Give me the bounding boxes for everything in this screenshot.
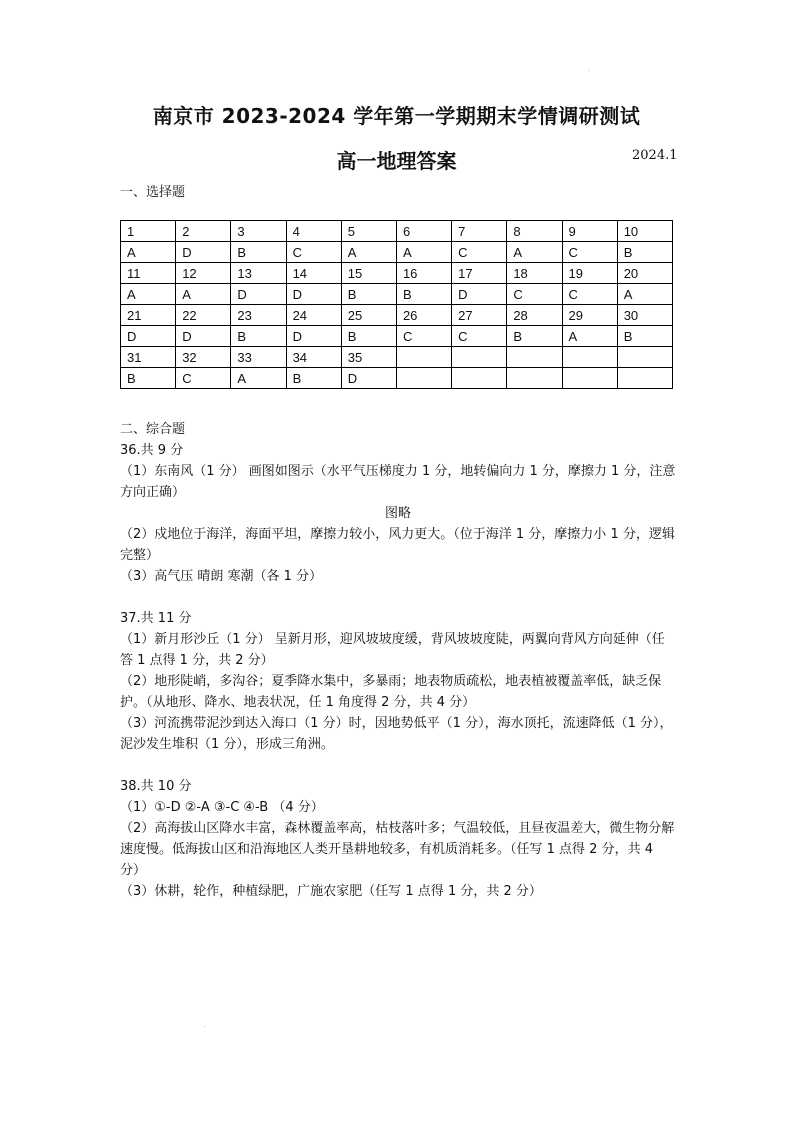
question-number-row (121, 263, 673, 284)
answer-cell (507, 368, 562, 389)
answer-cell: D (176, 326, 231, 347)
q38-part1: （1）①-D ②-A ③-C ④-B （4 分） (120, 800, 324, 815)
question-number-cell (507, 347, 562, 368)
q36-figure-note: 图略 (384, 506, 411, 521)
question-number-cell (396, 347, 451, 368)
answer-cell: A (121, 242, 176, 263)
answer-cell (562, 368, 617, 389)
q36-title: 36.共 9 分 (120, 443, 184, 458)
question-number-cell: 22 (176, 305, 231, 326)
scan-dot: . (588, 66, 590, 73)
question-number-cell: 20 (617, 263, 672, 284)
answer-cell: B (121, 368, 176, 389)
question-number-cell: 14 (286, 263, 341, 284)
question-number-cell: 3 (231, 221, 286, 242)
answer-cell: C (452, 242, 507, 263)
answer-cell: B (396, 284, 451, 305)
question-number-row (121, 221, 673, 242)
answer-cell: B (341, 284, 396, 305)
answer-cell: D (121, 326, 176, 347)
section-comprehensive-heading: 二、综合题 (120, 422, 186, 437)
question-number-cell: 21 (121, 305, 176, 326)
question-number-cell: 9 (562, 221, 617, 242)
q36-part3: （3）高气压 晴朗 寒潮（各 1 分） (120, 569, 323, 584)
answer-cell: B (507, 326, 562, 347)
exam-date: 2024.1 (632, 148, 678, 163)
answer-cell: B (617, 326, 672, 347)
answer-cell: D (286, 284, 341, 305)
answer-cell: C (562, 284, 617, 305)
answer-cell: A (617, 284, 672, 305)
question-number-cell: 26 (396, 305, 451, 326)
question-number-cell (617, 347, 672, 368)
question-number-cell: 35 (341, 347, 396, 368)
answer-row (121, 242, 673, 263)
answer-cell: B (617, 242, 672, 263)
q38-title: 38.共 10 分 (120, 779, 192, 794)
answer-row (121, 368, 673, 389)
question-number-cell: 27 (452, 305, 507, 326)
question-number-cell: 28 (507, 305, 562, 326)
answer-cell: C (507, 284, 562, 305)
question-number-cell: 11 (121, 263, 176, 284)
answer-cell (452, 368, 507, 389)
q37-title: 37.共 11 分 (120, 611, 192, 626)
answer-cell: A (231, 368, 286, 389)
answer-cell: C (452, 326, 507, 347)
answer-cell: D (231, 284, 286, 305)
question-number-cell (452, 347, 507, 368)
question-number-cell: 29 (562, 305, 617, 326)
answer-cell: A (507, 242, 562, 263)
page-subtitle: 高一地理答案 (336, 149, 457, 173)
scan-dot: . (204, 1022, 206, 1029)
question-number-row (121, 347, 673, 368)
question-number-cell: 24 (286, 305, 341, 326)
question-number-cell: 2 (176, 221, 231, 242)
answer-row (121, 326, 673, 347)
answer-cell: A (176, 284, 231, 305)
page-title: 南京市 2023-2024 学年第一学期期末学情调研测试 (152, 104, 641, 128)
answer-cell: B (286, 368, 341, 389)
question-number-cell: 10 (617, 221, 672, 242)
q37-part3: （3）河流携带泥沙到达入海口（1 分）时，因地势低平（1 分），海水顶托，流速降低（1 分），泥沙发生堆积（1 分），形成三角洲。 (120, 716, 673, 752)
question-number-cell: 13 (231, 263, 286, 284)
question-number-cell: 34 (286, 347, 341, 368)
answer-cell: C (176, 368, 231, 389)
question-number-cell: 7 (452, 221, 507, 242)
question-number-cell: 32 (176, 347, 231, 368)
question-number-cell: 8 (507, 221, 562, 242)
question-number-cell: 4 (286, 221, 341, 242)
question-number-cell: 18 (507, 263, 562, 284)
q36-part2: （2）戍地位于海洋，海面平坦，摩擦力较小，风力更大。（位于海洋 1 分，摩擦力小 1 分，逻辑完整） (120, 527, 675, 563)
q38-part2: （2）高海拔山区降水丰富，森林覆盖率高，枯枝落叶多；气温较低，且昼夜温差大，微生物分解速度慢。低海拔山区和沿海地区人类开垦耕地较多，有机质消耗多。（任写 1 点得 2 分，共 4 分） (120, 821, 675, 878)
answer-cell: A (562, 326, 617, 347)
question-number-cell: 23 (231, 305, 286, 326)
answer-cell: A (121, 284, 176, 305)
q37-part2: （2）地形陡峭，多沟谷；夏季降水集中，多暴雨；地表物质疏松，地表植被覆盖率低，缺乏保护。（从地形、降水、地表状况，任 1 角度得 2 分，共 4 分） (120, 674, 662, 710)
answer-cell (617, 368, 672, 389)
q38-part3: （3）休耕，轮作，种植绿肥，广施农家肥（任写 1 点得 1 分，共 2 分） (120, 884, 542, 899)
answer-cell: D (452, 284, 507, 305)
answer-cell (396, 368, 451, 389)
answer-cell: C (396, 326, 451, 347)
question-number-cell: 17 (452, 263, 507, 284)
answer-cell: B (231, 326, 286, 347)
question-number-cell: 33 (231, 347, 286, 368)
section-choice-heading: 一、选择题 (120, 185, 186, 200)
question-number-cell: 31 (121, 347, 176, 368)
answer-table (120, 220, 673, 389)
answer-cell: D (286, 326, 341, 347)
answer-cell: A (396, 242, 451, 263)
answer-cell: B (341, 326, 396, 347)
answer-cell: C (286, 242, 341, 263)
question-number-cell: 6 (396, 221, 451, 242)
question-number-cell (562, 347, 617, 368)
question-number-cell: 19 (562, 263, 617, 284)
q36-part1: （1）东南风（1 分） 画图如图示（水平气压梯度力 1 分，地转偏向力 1 分，摩擦力 1 分，注意方向正确） (120, 464, 676, 500)
question-number-cell: 12 (176, 263, 231, 284)
question-number-cell: 30 (617, 305, 672, 326)
answer-cell: C (562, 242, 617, 263)
answer-row (121, 284, 673, 305)
question-number-cell: 16 (396, 263, 451, 284)
question-number-cell: 1 (121, 221, 176, 242)
answer-cell: D (341, 368, 396, 389)
question-number-row (121, 305, 673, 326)
question-number-cell: 25 (341, 305, 396, 326)
section-comprehensive (120, 419, 676, 902)
question-number-cell: 5 (341, 221, 396, 242)
answer-cell: A (341, 242, 396, 263)
question-number-cell: 15 (341, 263, 396, 284)
q37-part1: （1）新月形沙丘（1 分） 呈新月形，迎风坡坡度缓，背风坡坡度陡，两翼向背风方向延伸（任答 1 点得 1 分，共 2 分） (120, 632, 665, 668)
answer-cell: D (176, 242, 231, 263)
answer-cell: B (231, 242, 286, 263)
